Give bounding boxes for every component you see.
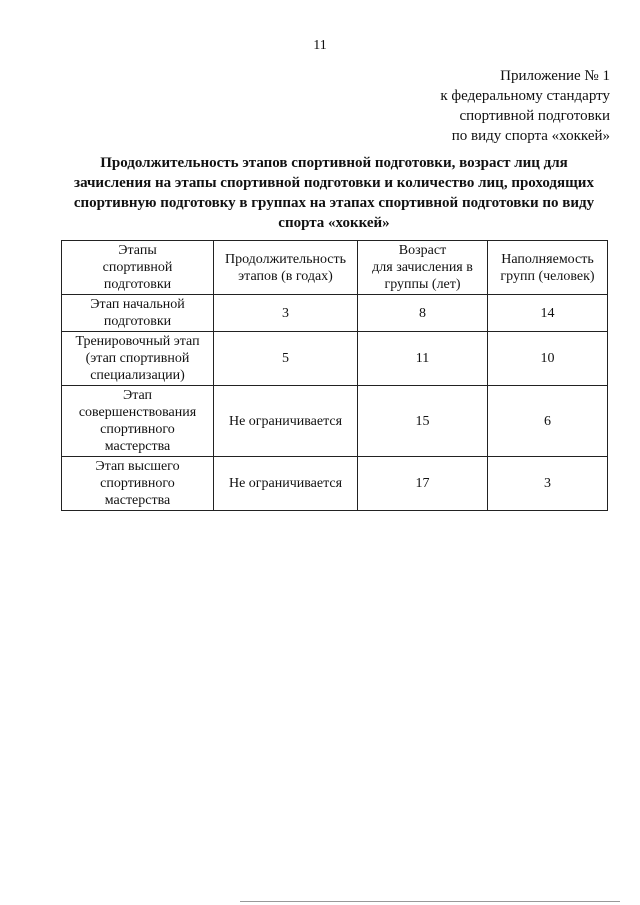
duration-cell: Не ограничивается: [214, 457, 358, 511]
duration-cell: 3: [214, 295, 358, 332]
age-cell: 11: [358, 332, 488, 386]
appendix-line: Приложение № 1: [500, 68, 610, 84]
header-text: Наполняемость: [501, 251, 594, 267]
age-cell: 8: [358, 295, 488, 332]
title-line: зачисления на этапы спортивной подготовки и количество лиц, проходящих: [74, 175, 594, 191]
header-text: Продолжительность: [224, 251, 347, 267]
header-text: подготовки: [103, 277, 172, 292]
stage-cell: [62, 457, 214, 511]
stage-cell: [62, 332, 214, 386]
stage-text: подготовки: [103, 314, 172, 329]
group-size-cell: 10: [488, 332, 608, 386]
table-row: [62, 332, 608, 386]
stage-text: совершенствования: [78, 405, 197, 420]
stage-text: (этап спортивной: [85, 351, 190, 366]
appendix-line: спортивной подготовки: [459, 108, 610, 124]
group-size-cell: 6: [488, 386, 608, 457]
age-cell: 15: [358, 386, 488, 457]
page-number: 11: [313, 38, 327, 53]
stage-text: Этап начальной: [90, 297, 185, 312]
group-size-cell: 3: [488, 457, 608, 511]
title-line: спорта «хоккей»: [278, 215, 390, 231]
appendix-line: к федеральному стандарту: [440, 88, 610, 104]
stage-text: мастерства: [104, 439, 171, 454]
title-line: спортивную подготовку в группах на этапах спортивной подготовки по виду: [73, 195, 595, 211]
header-text: спортивной: [102, 260, 173, 275]
stage-text: Этап высшего: [95, 459, 180, 474]
header-text: Возраст: [398, 243, 447, 258]
stage-text: спортивного: [100, 422, 175, 437]
stage-text: спортивного: [100, 476, 175, 491]
duration-cell: 5: [214, 332, 358, 386]
table-row: [62, 295, 608, 332]
header-text: групп (человек): [500, 268, 595, 284]
appendix-line: по виду спорта «хоккей»: [451, 128, 610, 144]
header-stage: [62, 241, 214, 295]
header-age: [358, 241, 488, 295]
header-text: Этапы: [118, 243, 157, 258]
stage-cell: [62, 295, 214, 332]
header-group-size: [488, 241, 608, 295]
stage-text: специализации): [90, 368, 185, 383]
header-text: этапов (в годах): [238, 268, 333, 284]
title-line: Продолжительность этапов спортивной подготовки, возраст лиц для: [100, 155, 568, 171]
header-duration: [214, 241, 358, 295]
table-row: [62, 457, 608, 511]
appendix-header: [440, 66, 610, 146]
document-title: [60, 153, 608, 233]
table-header-row: [62, 241, 608, 295]
age-cell: 17: [358, 457, 488, 511]
duration-cell: Не ограничивается: [214, 386, 358, 457]
table-row: [62, 386, 608, 457]
stage-text: Тренировочный этап: [75, 334, 200, 349]
stage-text: Этап: [122, 388, 153, 403]
stage-text: мастерства: [104, 493, 171, 508]
scan-edge-line: [240, 901, 620, 902]
header-text: группы (лет): [384, 277, 461, 292]
group-size-cell: 14: [488, 295, 608, 332]
stage-cell: [62, 386, 214, 457]
stages-table: [61, 240, 608, 511]
header-text: для зачисления в: [372, 260, 473, 275]
